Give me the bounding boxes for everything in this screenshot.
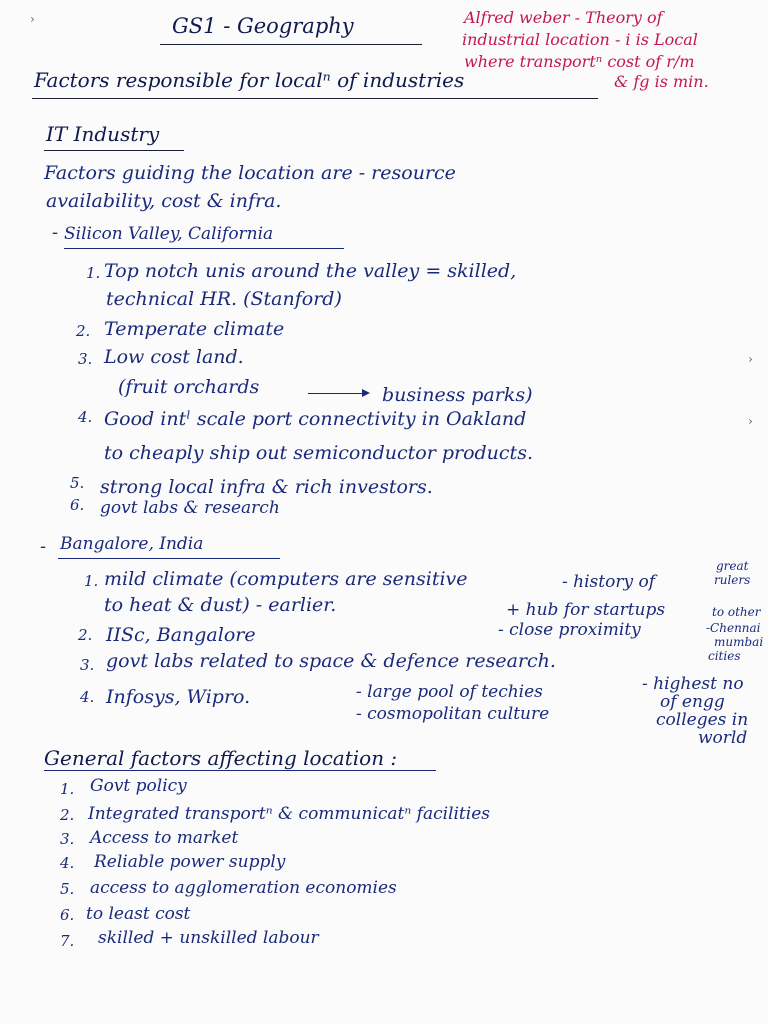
edge-mark-2: › (748, 414, 753, 428)
sv-item-2-text: Temperate climate (104, 318, 285, 340)
blr-item-4-text: Infosys, Wipro. (106, 686, 251, 708)
gen-item-5-number: 5. (60, 880, 75, 898)
sv-item-3-line-1: Low cost land. (104, 346, 244, 368)
sv-item-5-number: 5. (70, 474, 85, 492)
side-note-proximity: - close proximity (498, 620, 641, 640)
gen-item-5-text: access to agglomeration economies (90, 878, 397, 898)
sv-item-4-number: 4. (78, 408, 93, 426)
gen-item-4-number: 4. (60, 854, 75, 872)
sv-item-6-text: govt labs & research (100, 498, 280, 518)
page-subtitle: Factors responsible for localⁿ of industries (34, 68, 465, 92)
margin-tick-mark: › (30, 12, 35, 26)
general-factors-underline (44, 770, 436, 771)
sv-item-3-line-2: (fruit orchards (118, 376, 260, 398)
silicon-valley-underline (64, 248, 344, 249)
gen-item-2-text: Integrated transportⁿ & communicatⁿ facilities (88, 804, 490, 824)
gen-item-1-text: Govt policy (90, 776, 187, 796)
gen-item-7-text: skilled + unskilled labour (98, 928, 319, 948)
side-note-highest-3: colleges in (656, 710, 749, 730)
side-note-history: - history of (562, 572, 655, 592)
intro-line-2: availability, cost & infra. (46, 190, 282, 212)
it-industry-heading: IT Industry (46, 122, 160, 146)
side-note-to-other: to other (712, 605, 761, 619)
sv-item-1-line-2: technical HR. (Stanford) (106, 288, 342, 310)
side-note-cities: cities (708, 649, 741, 663)
weber-note-line-4: & fg is min. (614, 72, 709, 91)
edge-mark-1: › (748, 352, 753, 366)
blr-item-4-number: 4. (80, 688, 95, 706)
blr-item-2-number: 2. (78, 626, 93, 644)
sv-item-4-line-2: to cheaply ship out semiconductor products. (104, 442, 533, 464)
sv-item-1-line-1: Top notch unis around the valley = skilled, (104, 260, 517, 282)
weber-note-line-2: industrial location - i is Local (462, 30, 698, 49)
side-note-highest-2: of engg (660, 692, 725, 712)
gen-item-3-text: Access to market (90, 828, 239, 848)
side-note-chennai: -Chennai (706, 621, 761, 635)
subtitle-underline (32, 98, 598, 99)
blr-item-1-line-2: to heat & dust) - earlier. (104, 594, 337, 616)
side-note-cosmopolitan: - cosmopolitan culture (356, 704, 550, 724)
blr-item-2-text: IISc, Bangalore (106, 624, 256, 646)
arrow-right-icon (308, 393, 368, 394)
sv-item-5-text: strong local infra & rich investors. (100, 476, 433, 498)
gen-item-7-number: 7. (60, 932, 75, 950)
side-note-rulers: rulers (714, 573, 751, 587)
it-industry-underline (44, 150, 184, 151)
bangalore-dash: - (40, 536, 47, 557)
gen-item-6-text: to least cost (86, 904, 191, 924)
intro-line-1: Factors guiding the location are - resource (44, 162, 456, 184)
sv-item-6-number: 6. (70, 496, 85, 514)
blr-item-1-number: 1. (84, 572, 99, 590)
blr-item-1-line-1: mild climate (computers are sensitive (104, 568, 468, 590)
side-note-great: great (716, 559, 749, 573)
bangalore-underline (58, 558, 280, 559)
silicon-valley-dash: - (52, 222, 59, 243)
sv-item-3-number: 3. (78, 350, 93, 368)
gen-item-1-number: 1. (60, 780, 75, 798)
gen-item-4-text: Reliable power supply (94, 852, 286, 872)
general-factors-heading: General factors affecting location : (44, 746, 398, 770)
page-title: GS1 - Geography (172, 14, 354, 38)
gen-item-2-number: 2. (60, 806, 75, 824)
bangalore-heading: Bangalore, India (60, 534, 204, 554)
side-note-highest-4: world (698, 728, 748, 748)
sv-item-1-number: 1. (86, 264, 101, 282)
side-note-mumbai: mumbai (714, 635, 764, 649)
side-note-hub: + hub for startups (506, 600, 666, 620)
side-note-highest-1: - highest no (642, 674, 744, 694)
weber-note-line-3: where transportⁿ cost of r/m (464, 52, 695, 71)
title-underline (160, 44, 422, 45)
weber-note-line-1: Alfred weber - Theory of (464, 8, 663, 27)
gen-item-3-number: 3. (60, 830, 75, 848)
silicon-valley-heading: Silicon Valley, California (64, 224, 274, 244)
sv-item-4-line-1: Good intˡ scale port connectivity in Oakland (104, 408, 527, 430)
blr-item-3-number: 3. (80, 656, 95, 674)
sv-item-3-line-3: business parks) (382, 384, 533, 406)
blr-item-3-text: govt labs related to space & defence research. (106, 650, 556, 672)
gen-item-6-number: 6. (60, 906, 75, 924)
sv-item-2-number: 2. (76, 322, 91, 340)
side-note-techies: - large pool of techies (356, 682, 543, 702)
